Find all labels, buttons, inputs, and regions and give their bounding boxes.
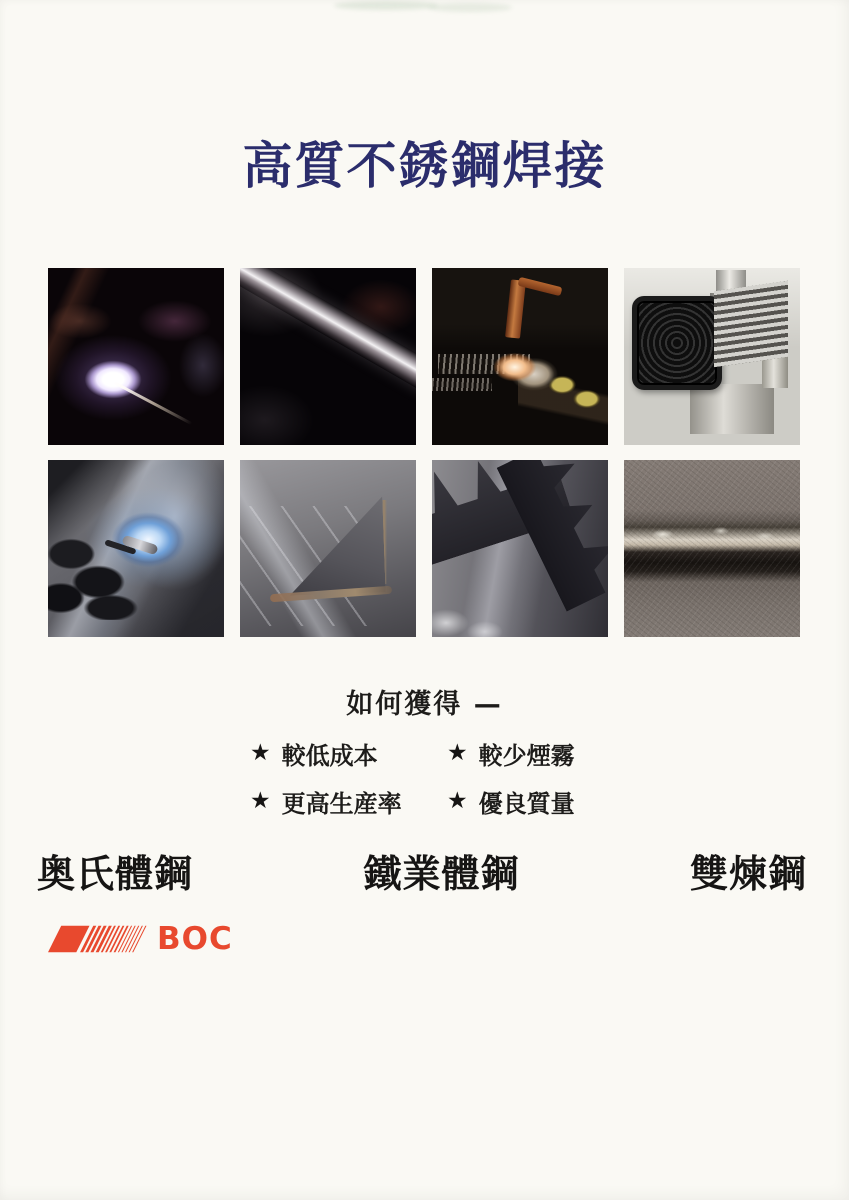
section-heading: 如何獲得 — — [346, 689, 503, 720]
benefit-item-excellent-quality — [447, 784, 575, 819]
star-icon: ★ — [250, 788, 271, 814]
photo-ribbed-beam — [432, 460, 608, 637]
steel-type-duplex: 雙煉鋼 — [689, 852, 807, 896]
benefit-label: 更高生産率 — [281, 790, 402, 818]
steel-type-austenitic: 奥氏體鋼 — [37, 852, 194, 896]
steel-type-labels — [37, 843, 807, 898]
page-title: 高質不銹鋼焊接 — [242, 137, 607, 195]
brand-logo — [48, 920, 233, 957]
boc-stripes-icon — [48, 925, 148, 953]
benefit-item-lower-cost — [250, 736, 447, 771]
steel-type-ferritic: 鐵業體鋼 — [363, 852, 520, 896]
photo-gusset-weld — [240, 460, 416, 637]
photo-pump-unit-fan — [624, 268, 800, 445]
benefit-label: 較低成本 — [281, 742, 378, 770]
star-icon: ★ — [447, 788, 468, 814]
scan-smudge — [334, 1, 438, 10]
photo-arc-welding-dark — [48, 268, 224, 445]
photo-stainless-tube — [240, 268, 416, 445]
benefits-list — [250, 736, 575, 819]
benefit-label: 較少煙霧 — [478, 742, 575, 770]
photo-grid — [48, 268, 800, 637]
star-icon: ★ — [250, 740, 271, 766]
star-icon: ★ — [447, 740, 468, 766]
benefit-item-higher-productivity — [250, 784, 447, 819]
benefit-item-less-fume — [447, 736, 575, 771]
boc-wordmark: BOC — [157, 920, 233, 957]
photo-welding-machine-torch — [432, 268, 608, 445]
scan-smudge — [428, 3, 512, 12]
benefit-label: 優良質量 — [478, 790, 575, 818]
photo-welder-blue-arc — [48, 460, 224, 637]
photo-weld-seam — [624, 460, 800, 637]
